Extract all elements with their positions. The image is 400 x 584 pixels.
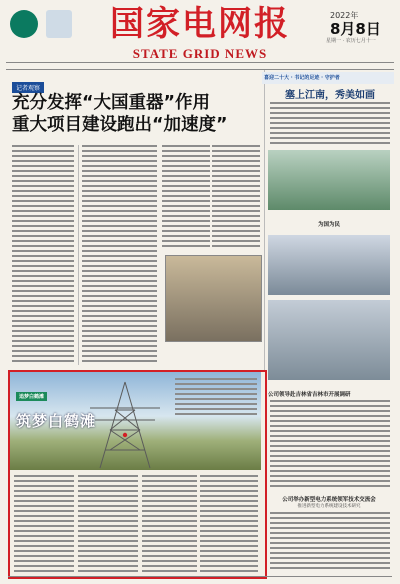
lead-headline-line2: 重大项目建设跑出“加速度” — [12, 115, 228, 135]
feature-text-4 — [200, 475, 258, 572]
right-column-text-3 — [270, 512, 390, 572]
state-grid-logo — [10, 10, 38, 38]
feature-text-1 — [14, 475, 74, 572]
right-column-text-2 — [270, 400, 390, 490]
column-text-2 — [82, 145, 157, 365]
issue-year: 2022年 — [330, 11, 359, 20]
feature-text-3 — [142, 475, 197, 572]
page-footer-rule — [8, 576, 392, 583]
right-column-headline: 塞上江南，秀美如画 — [285, 90, 375, 101]
masthead-title-en: STATE GRID NEWS — [132, 46, 268, 61]
lead-kicker: 记者观察 — [12, 82, 44, 93]
column-text-4 — [212, 145, 260, 250]
column-text-1 — [12, 145, 74, 365]
feature-title: 筑梦白鹤滩 — [16, 412, 97, 430]
lead-headline-line1: 充分发挥“大国重器”作用 — [12, 93, 211, 113]
right-photo-2 — [268, 235, 390, 295]
lead-headline — [12, 92, 252, 136]
masthead-rule — [6, 62, 394, 70]
masthead-title: 国家电网报 — [110, 4, 290, 44]
news-photo — [165, 255, 262, 342]
olympic-logo — [46, 10, 72, 38]
column-divider — [78, 145, 79, 365]
feature-lead-text — [175, 378, 257, 418]
feature-tag: 追梦白鹤滩 — [16, 392, 47, 401]
right-box-headline-3: 公司举办新型电力系统领军技术交流会 — [282, 497, 376, 503]
column-text-3 — [162, 145, 210, 250]
right-box-subheadline-3: 推进新型电力系统建设技术研究 — [297, 504, 361, 509]
feature-text-2 — [78, 475, 138, 572]
issue-weekday: 星期一 · 农历七月十一 — [326, 38, 376, 44]
right-column-text-1 — [270, 102, 390, 147]
landscape-photo — [268, 150, 390, 210]
right-box-headline: 为国为民 — [317, 222, 340, 228]
right-box-headline-2: 公司领导赴吉林省吉林市开展调研 — [268, 392, 351, 398]
right-photo-3 — [268, 300, 390, 380]
right-column-band-label: 喜迎二十大 · 书记的足迹 · 守护者 — [264, 75, 340, 81]
issue-date: 8月8日 — [330, 20, 381, 38]
